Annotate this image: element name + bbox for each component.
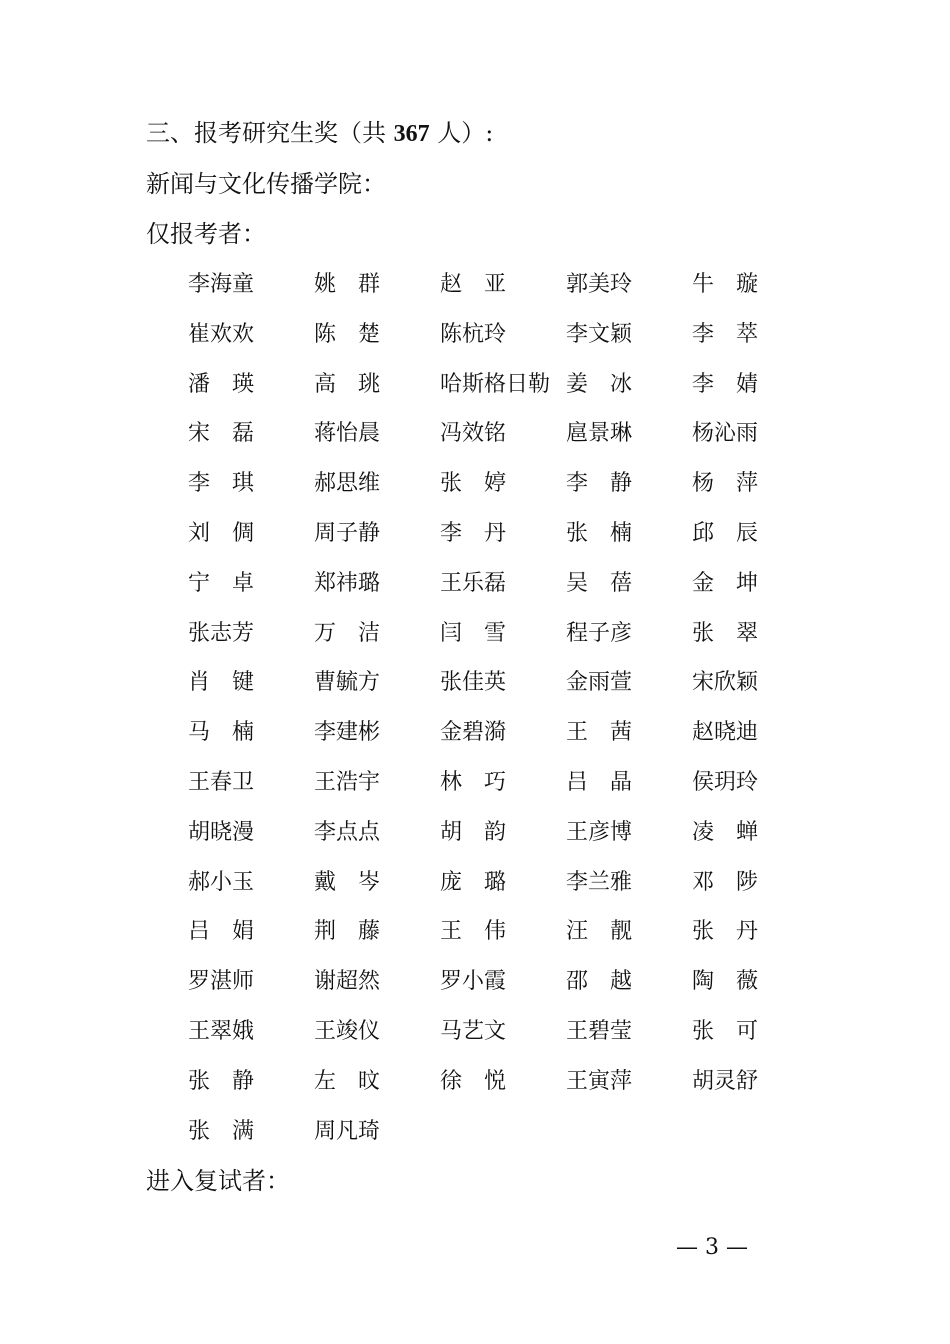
student-name: 庞 璐	[440, 869, 507, 895]
student-name: 张志芳	[188, 620, 255, 646]
student-name: 宁 卓	[188, 570, 255, 596]
student-name: 张 满	[188, 1118, 255, 1144]
section-heading-prefix: 三、报考研究生奖（共	[146, 119, 394, 147]
student-name: 张 丹	[692, 919, 759, 945]
student-name: 马 楠	[188, 720, 255, 746]
student-name: 崔欢欢	[188, 321, 255, 347]
student-name: 李 婧	[692, 371, 759, 397]
student-name: 哈斯格日勒	[440, 371, 551, 397]
student-name: 郑祎璐	[314, 570, 381, 596]
section-heading-count: 367	[393, 121, 430, 147]
names-grid	[188, 270, 828, 1166]
student-name: 邵 越	[566, 969, 633, 995]
student-name: 程子彦	[566, 620, 633, 646]
student-name: 胡 韵	[440, 819, 507, 845]
student-name: 王乐磊	[440, 570, 507, 596]
student-name: 汪 靓	[566, 919, 633, 945]
student-name: 金碧漪	[440, 720, 507, 746]
student-name: 胡灵舒	[692, 1068, 759, 1094]
student-name: 张 静	[188, 1068, 255, 1094]
student-name: 宋欣颖	[692, 670, 759, 696]
student-name: 邱 辰	[692, 520, 759, 546]
student-name: 赵 亚	[440, 272, 507, 297]
student-name: 郭美玲	[566, 272, 633, 297]
section-heading-suffix: 人）:	[429, 119, 494, 147]
student-name: 邓 陟	[692, 869, 759, 895]
student-name: 杨沁雨	[692, 421, 759, 447]
student-name: 杨 萍	[692, 471, 759, 497]
student-name: 周凡琦	[314, 1118, 381, 1144]
student-name: 马艺文	[440, 1018, 507, 1044]
student-name: 曹毓方	[314, 670, 381, 696]
student-name: 姚 群	[314, 272, 381, 297]
student-name: 李海童	[188, 272, 255, 297]
student-name: 王浩宇	[314, 769, 381, 795]
student-name: 金雨萱	[566, 670, 633, 696]
student-name: 左 旼	[314, 1068, 381, 1094]
student-name: 胡晓漫	[188, 819, 255, 845]
student-name: 王翠娥	[188, 1018, 255, 1044]
student-name: 林 巧	[440, 769, 507, 795]
student-name: 姜 冰	[566, 371, 633, 397]
student-name: 周子静	[314, 520, 381, 546]
student-name: 张 婷	[440, 471, 507, 497]
student-name: 李文颖	[566, 321, 633, 347]
student-name: 郝小玉	[188, 869, 255, 895]
student-name: 吕 娟	[188, 919, 255, 945]
student-name: 赵晓迪	[692, 720, 759, 746]
student-name: 荆 藤	[314, 919, 381, 945]
student-name: 谢超然	[314, 969, 381, 995]
student-name: 王春卫	[188, 769, 255, 795]
student-name: 扈景琳	[566, 421, 633, 447]
student-name: 李 静	[566, 471, 633, 497]
student-name: 王彦博	[566, 819, 633, 845]
student-name: 金 坤	[692, 570, 759, 596]
student-name: 李兰雅	[566, 869, 633, 895]
student-name: 王 茜	[566, 720, 633, 746]
student-name: 牛 璇	[692, 272, 759, 297]
only-applied-label: 仅报考者：	[146, 220, 266, 248]
student-name: 宋 磊	[188, 421, 255, 447]
student-name: 张 翠	[692, 620, 759, 646]
student-name: 张佳英	[440, 670, 507, 696]
student-name: 蒋怡晨	[314, 421, 381, 447]
student-name: 罗湛师	[188, 969, 255, 995]
student-name: 郝思维	[314, 471, 381, 497]
student-name: 吴 蓓	[566, 570, 633, 596]
student-name: 吕 晶	[566, 769, 633, 795]
student-name: 张 可	[692, 1018, 759, 1044]
student-name: 陶 薇	[692, 969, 759, 995]
retest-label: 进入复试者：	[146, 1167, 290, 1195]
student-name: 陈杭玲	[440, 321, 507, 347]
page-number: — 3 —	[676, 1235, 748, 1260]
student-name: 肖 键	[188, 670, 255, 696]
student-name: 李建彬	[314, 720, 381, 746]
section-heading	[146, 118, 493, 149]
student-name: 张 楠	[566, 520, 633, 546]
student-name: 侯玥玲	[692, 769, 759, 795]
student-name: 王寅萍	[566, 1068, 633, 1094]
student-name: 罗小霞	[440, 969, 507, 995]
student-name: 李 丹	[440, 520, 507, 546]
student-name: 王碧莹	[566, 1018, 633, 1044]
student-name: 万 洁	[314, 620, 381, 646]
student-name: 徐 悦	[440, 1068, 507, 1094]
student-name: 刘 倜	[188, 520, 255, 546]
student-name: 王竣仪	[314, 1018, 381, 1044]
student-name: 李 萃	[692, 321, 759, 347]
student-name: 凌 蝉	[692, 819, 759, 845]
college-title: 新闻与文化传播学院：	[146, 170, 386, 198]
student-name: 冯效铭	[440, 421, 507, 447]
student-name: 王 伟	[440, 919, 507, 945]
student-name: 高 珧	[314, 371, 381, 397]
student-name: 戴 岑	[314, 869, 381, 895]
student-name: 李点点	[314, 819, 381, 845]
student-name: 闫 雪	[440, 620, 507, 646]
student-name: 陈 楚	[314, 321, 381, 347]
student-name: 潘 瑛	[188, 371, 255, 397]
student-name: 李 琪	[188, 471, 255, 497]
